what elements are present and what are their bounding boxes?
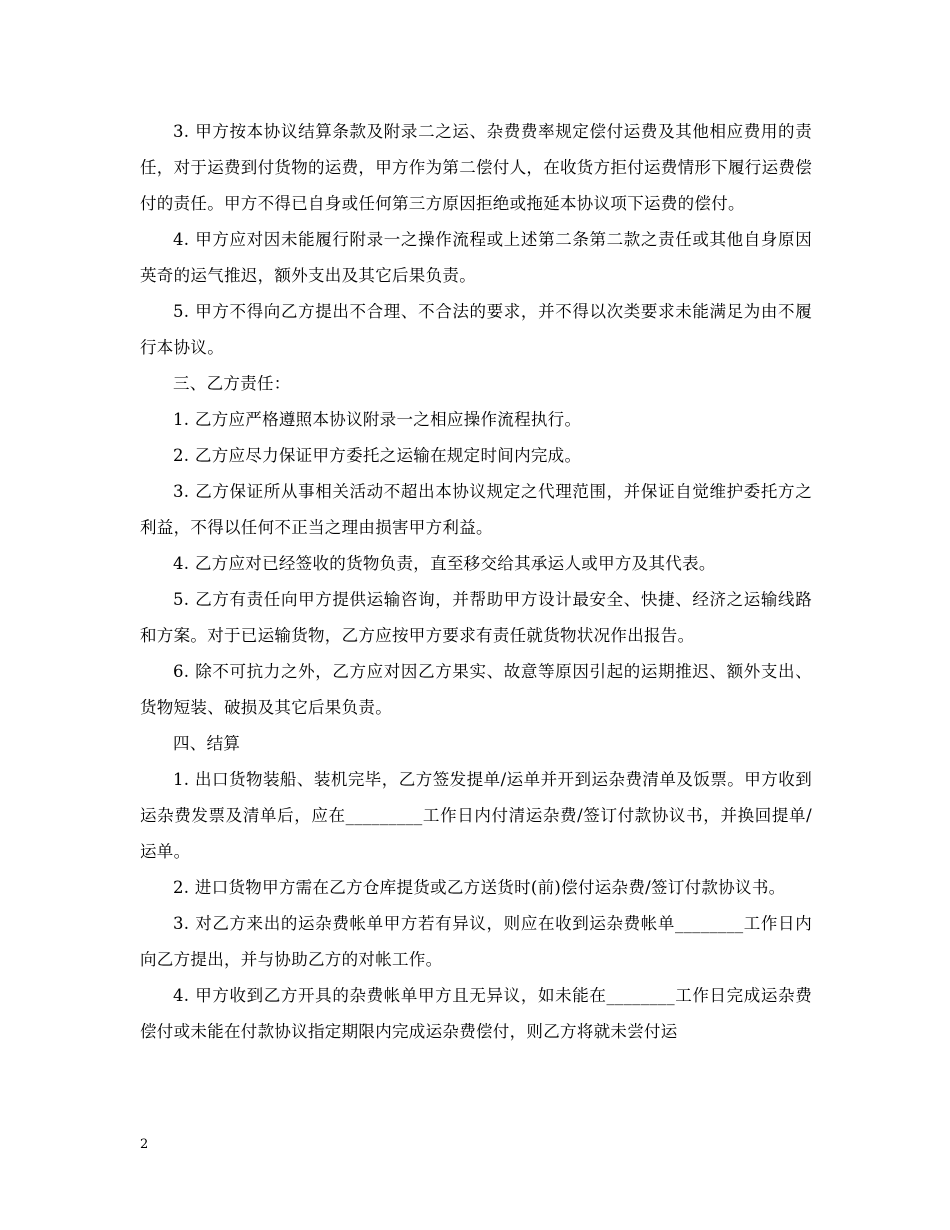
clause-paragraph: 2. 乙方应尽力保证甲方委托之运输在规定时间内完成。 (173, 446, 582, 465)
clause-paragraph: 3. 乙方保证所从事相关活动不超出本协议规定之代理范围，并保证自觉维护委托方之利益，不得以任何不正当之理由损害甲方利益。 (140, 482, 812, 537)
clause-paragraph: 5. 甲方不得向乙方提出不合理、不合法的要求，并不得以次类要求未能满足为由不履行本协议。 (140, 302, 812, 357)
section-heading: 四、结算 (173, 734, 241, 753)
clause-paragraph: 4. 甲方收到乙方开具的杂费帐单甲方且无异议，如未能在________工作日完成运杂费偿付或未能在付款协议指定期限内完成运杂费偿付，则乙方将就未尝付运 (140, 986, 812, 1041)
clause-paragraph: 5. 乙方有责任向甲方提供运输咨询，并帮助甲方设计最安全、快捷、经济之运输线路和方案。对于已运输货物，乙方应按甲方要求有责任就货物状况作出报告。 (140, 590, 812, 645)
clause-paragraph: 6. 除不可抗力之外，乙方应对因乙方果实、故意等原因引起的运期推迟、额外支出、货物短装、破损及其它后果负责。 (140, 662, 812, 717)
section-heading: 三、乙方责任： (173, 374, 291, 393)
clause-paragraph: 2. 进口货物甲方需在乙方仓库提货或乙方送货时(前)偿付运杂费/签订付款协议书。 (173, 878, 786, 897)
page-number: 2 (140, 1137, 149, 1152)
clause-paragraph: 3. 甲方按本协议结算条款及附录二之运、杂费费率规定偿付运费及其他相应费用的责任，对于运费到付货物的运费，甲方作为第二偿付人，在收货方拒付运费情形下履行运费偿付的责任。甲方不得已自身或任何第三方原因拒绝或拖延本协议项下运费的偿付。 (140, 122, 812, 213)
clause-paragraph: 1. 乙方应严格遵照本协议附录一之相应操作流程执行。 (173, 410, 582, 429)
document-body (140, 114, 812, 1050)
clause-paragraph: 3. 对乙方来出的运杂费帐单甲方若有异议，则应在收到运杂费帐单________工作日内向乙方提出，并与协助乙方的对帐工作。 (140, 914, 812, 969)
clause-paragraph: 1. 出口货物装船、装机完毕，乙方签发提单/运单并开到运杂费清单及饭票。甲方收到运杂费发票及清单后，应在_________工作日内付清运杂费/签订付款协议书，并换回提单/运单。 (140, 770, 812, 861)
clause-paragraph: 4. 乙方应对已经签收的货物负责，直至移交给其承运人或甲方及其代表。 (173, 554, 716, 573)
clause-paragraph: 4. 甲方应对因未能履行附录一之操作流程或上述第二条第二款之责任或其他自身原因英奇的运气推迟，额外支出及其它后果负责。 (140, 230, 812, 285)
